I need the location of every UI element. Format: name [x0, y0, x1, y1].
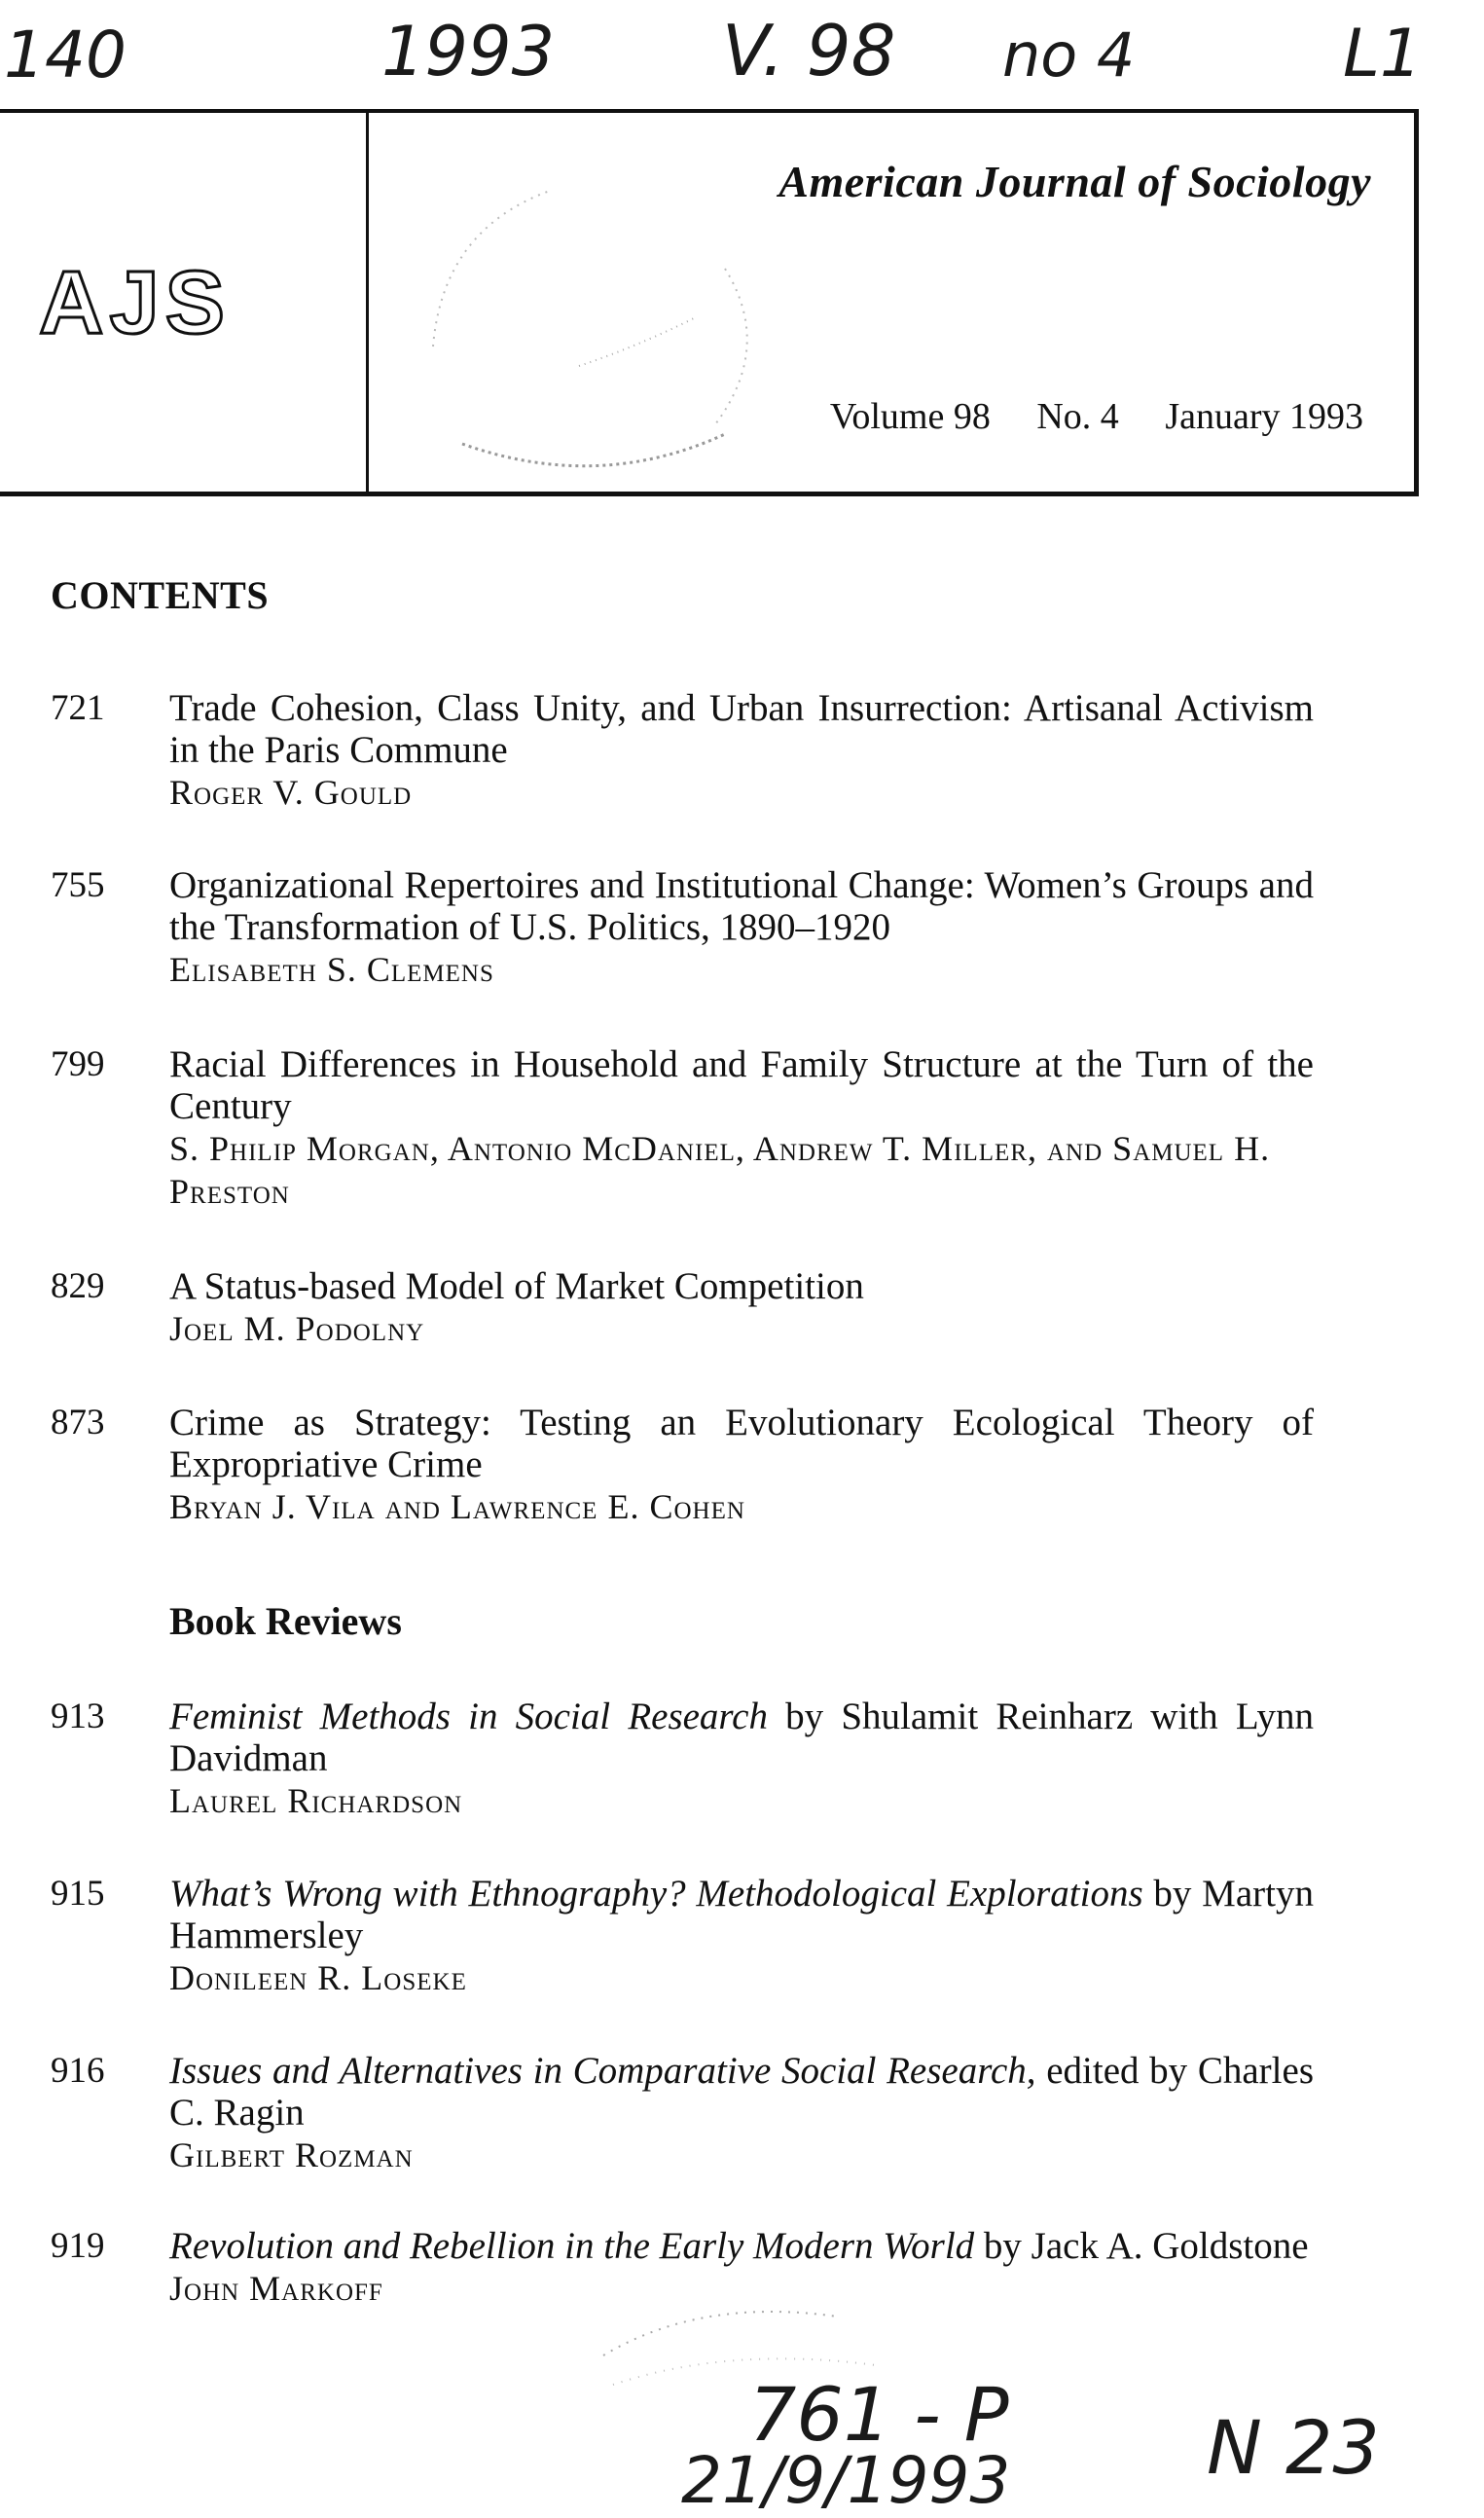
article-title: A Status-based Model of Market Competition — [169, 1265, 864, 1307]
page-number: 919 — [51, 2226, 105, 2266]
book-title: Feminist Methods in Social Research — [169, 1696, 768, 1737]
issue-line — [830, 395, 1363, 438]
review-title — [169, 1696, 1314, 1779]
review-title — [169, 2225, 1314, 2267]
page-number: 829 — [51, 1266, 105, 1306]
handwritten-year: 1993 — [381, 12, 556, 91]
article-title: Crime as Strategy: Testing an Evolutionary Ecological Theory of Expropriative Crime — [169, 1402, 1314, 1485]
reviewer: Laurel Richardson — [169, 1781, 463, 1820]
book-author: by Shulamit Reinharz with Lynn Davidman — [169, 1696, 1314, 1779]
article-title: Organizational Repertoires and Institutional Change: Women’s Groups and the Transformation of U.S. Politics, 1890–1920 — [169, 864, 1314, 948]
article-authors: Bryan J. Vila and Lawrence E. Cohen — [169, 1487, 745, 1526]
book-title: Issues and Alternatives in Comparative Social Research, — [169, 2050, 1036, 2092]
issue-date: January 1993 — [1165, 396, 1363, 437]
page-number: 721 — [51, 688, 105, 728]
book-author: by Jack A. Goldstone — [974, 2225, 1309, 2267]
library-stamp — [404, 152, 822, 493]
journal-title: American Journal of Sociology — [778, 157, 1371, 206]
handwritten-catalog-number: 140 — [4, 18, 127, 92]
book-title: What’s Wrong with Ethnography? Methodological Explorations — [169, 1873, 1143, 1915]
reviewer: Gilbert Rozman — [169, 2135, 414, 2174]
review-title — [169, 1873, 1314, 1956]
article-authors: Elisabeth S. Clemens — [169, 950, 494, 989]
page-number: 915 — [51, 1874, 105, 1914]
article-authors: Roger V. Gould — [169, 773, 413, 812]
article-authors: S. Philip Morgan, Antonio McDaniel, Andrew T. Miller, and Samuel H. Preston — [169, 1129, 1271, 1211]
handwritten-accession-code: 761 - P — [749, 2371, 1009, 2458]
review-title — [169, 2050, 1314, 2134]
book-reviews-heading: Book Reviews — [169, 1599, 402, 1643]
book-author: edited by Charles C. Ragin — [169, 2050, 1314, 2134]
article-authors: Joel M. Podolny — [169, 1309, 425, 1348]
page-number: 873 — [51, 1403, 105, 1442]
volume-label: Volume 98 — [829, 396, 991, 437]
reviewer: John Markoff — [169, 2269, 383, 2308]
issue-number: No. 4 — [1036, 396, 1119, 437]
handwritten-volume: V. 98 — [722, 10, 896, 91]
reviewer: Donileen R. Loseke — [169, 1958, 467, 1997]
book-author: by Martyn Hammersley — [169, 1873, 1314, 1956]
journal-header — [0, 109, 1419, 496]
article-title: Racial Differences in Household and Family Structure at the Turn of the Century — [169, 1043, 1314, 1127]
handwritten-corner-mark: L1 — [1343, 16, 1423, 92]
page-number: 916 — [51, 2051, 105, 2091]
contents-heading: CONTENTS — [51, 573, 270, 617]
ajs-logo-text: AJS — [39, 259, 231, 347]
page-number: 799 — [51, 1044, 105, 1084]
handwritten-n-number: N 23 — [1207, 2404, 1380, 2491]
article-title: Trade Cohesion, Class Unity, and Urban Insurrection: Artisanal Activism in the Paris Commune — [169, 687, 1314, 771]
book-title: Revolution and Rebellion in the Early Modern World — [169, 2225, 975, 2267]
page-number: 755 — [51, 865, 105, 905]
handwritten-number: no 4 — [1002, 19, 1136, 91]
header-divider — [366, 113, 369, 492]
ajs-logo — [39, 259, 321, 347]
page-number: 913 — [51, 1697, 105, 1736]
handwritten-receipt-date: 21/9/1993 — [681, 2443, 1011, 2518]
